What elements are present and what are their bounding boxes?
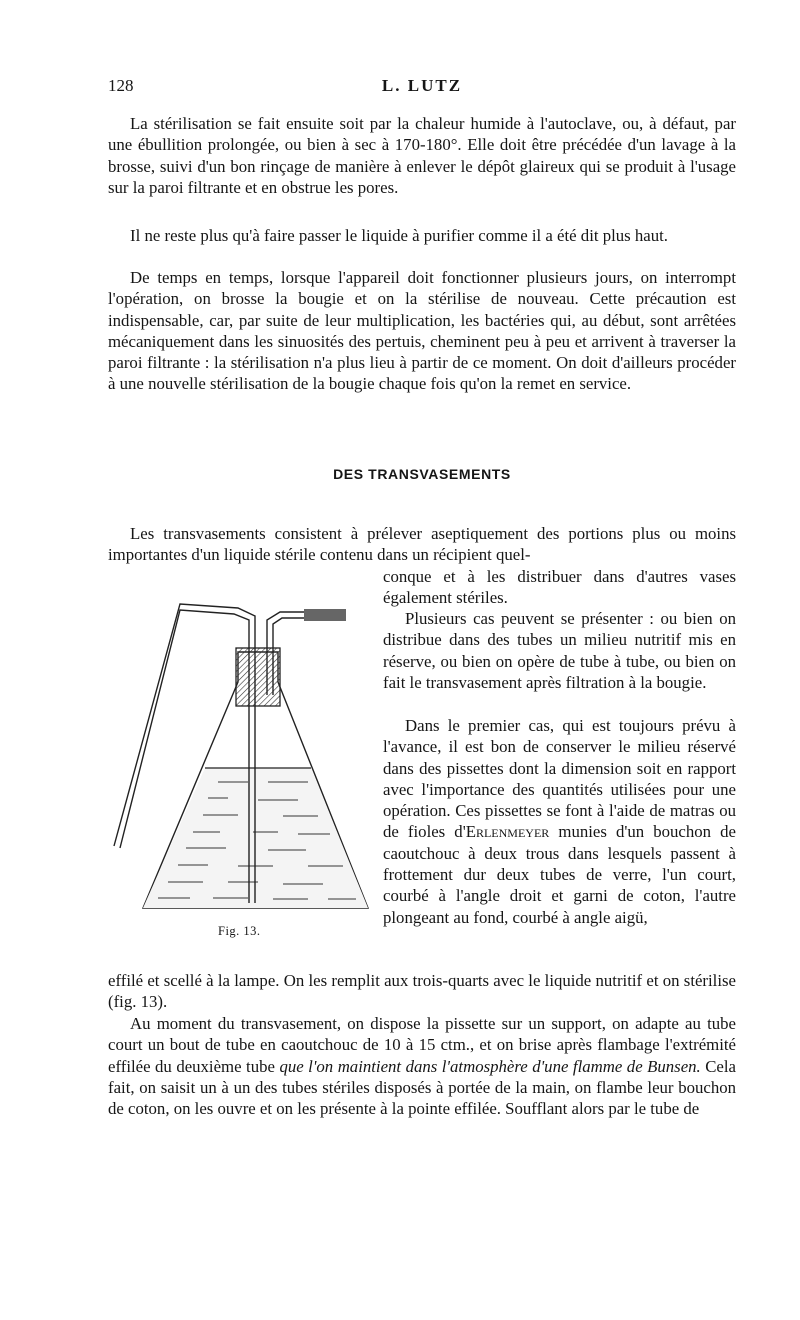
pissettes-text-a: Dans le premier cas, qui est toujours prévu à l'avance, il est bon de conserver le milieu réservé dans des pissettes dont la dimension soit en rapport avec l'importance des quantités utilisées pour une opération. Ces pissettes se font à l'aide de matras ou de fioles d'	[383, 716, 736, 842]
erlenmeyer-name: Erlenmeyer	[465, 822, 550, 842]
section-title: DES TRANSVASEMENTS	[333, 466, 511, 482]
short-tube-inner	[273, 618, 344, 695]
procedure-text-b: Cela fait, on saisit un à un des tubes stériles disposés à portée de la main, on flambe leur bouchon de coton, on les ouvre et on les présente à la pointe effilée. Soufflant alors par le tube de	[108, 1056, 736, 1119]
paragraph-transvasements-intro-cont: conque et à les distribuer dans d'autres vases également stériles.	[383, 567, 736, 608]
paragraph-sterilisation: La stérilisation se fait ensuite soit par la chaleur humide à l'autoclave, ou, à défaut, par une ébullition prolongée, ou bien à sec à 170-180°. Elle doit être précédée d'un lavage à la brosse, suivi d'un bon rinçage de manière à enlever le dépôt glaireux qui se produit à l'usage sur la paroi filtrante et en obstrue les pores.	[108, 114, 736, 197]
running-title: L. LUTZ	[381, 76, 463, 95]
paragraph-pissettes	[383, 715, 736, 928]
paragraph-pissettes-cont: effilé et scellé à la lampe. On les remplit aux trois-quarts avec le liquide nutritif et on stérilise (fig. 13).	[108, 971, 736, 1012]
figure-caption: Fig. 13.	[218, 924, 261, 938]
procedure-text-a: Au moment du transvasement, on dispose la pissette sur un support, on adapte au tube court un bout de tube en caoutchouc de 10 à 15 ctm., et on brise après flambage l'extrémité effilée du deuxième tube	[108, 1014, 736, 1076]
figure-13	[108, 590, 378, 940]
page-number: 128	[108, 76, 134, 95]
erlenmeyer-pissette-illustration	[108, 590, 378, 940]
paragraph-precaution: De temps en temps, lorsque l'appareil doit fonctionner plusieurs jours, on interrompt l'opération, on brosse la bougie et on la stérilise de nouveau. Cette précaution est indispensable, car, par suite de leur multiplication, les bactéries qui, au début, sont arrêtées mécaniquement dans les sinuosités des pertuis, cheminent peu à peu et arrivent à traverser la paroi filtrante : la stérilisation n'a plus lieu à partir de ce moment. On doit d'ailleurs procéder à une nouvelle stérilisation de la bougie chaque fois qu'on la remet en service.	[108, 268, 736, 394]
page-header	[108, 76, 736, 100]
pissettes-text-b: munies d'un bouchon de caoutchouc à deux trous dans lesquels passent à frottement dur deux tubes de verre, l'un court, courbé à l'angle droit et garni de coton, l'autre plongeant au fond, courbé à angle aigü,	[383, 822, 736, 927]
paragraph-transvasements-intro: Les transvasements consistent à prélever aseptiquement des portions plus ou moins importantes d'un liquide stérile contenu dans un récipient quel-	[108, 524, 736, 565]
procedure-italic: que l'on maintient dans l'atmosphère d'une flamme de Bunsen.	[279, 1056, 701, 1076]
paragraph-plusieurs-cas: Plusieurs cas peuvent se présenter : ou bien on distribue dans des tubes un milieu nutritif mis en réserve, ou bien on opère de tube à tube, ou bien on fait le transvasement après filtration à la bougie.	[383, 609, 736, 692]
cotton-plug	[304, 609, 346, 621]
paragraph-purifier: Il ne reste plus qu'à faire passer le liquide à purifier comme il a été dit plus haut.	[130, 226, 668, 245]
paragraph-transvasement-procedure	[108, 1013, 736, 1119]
